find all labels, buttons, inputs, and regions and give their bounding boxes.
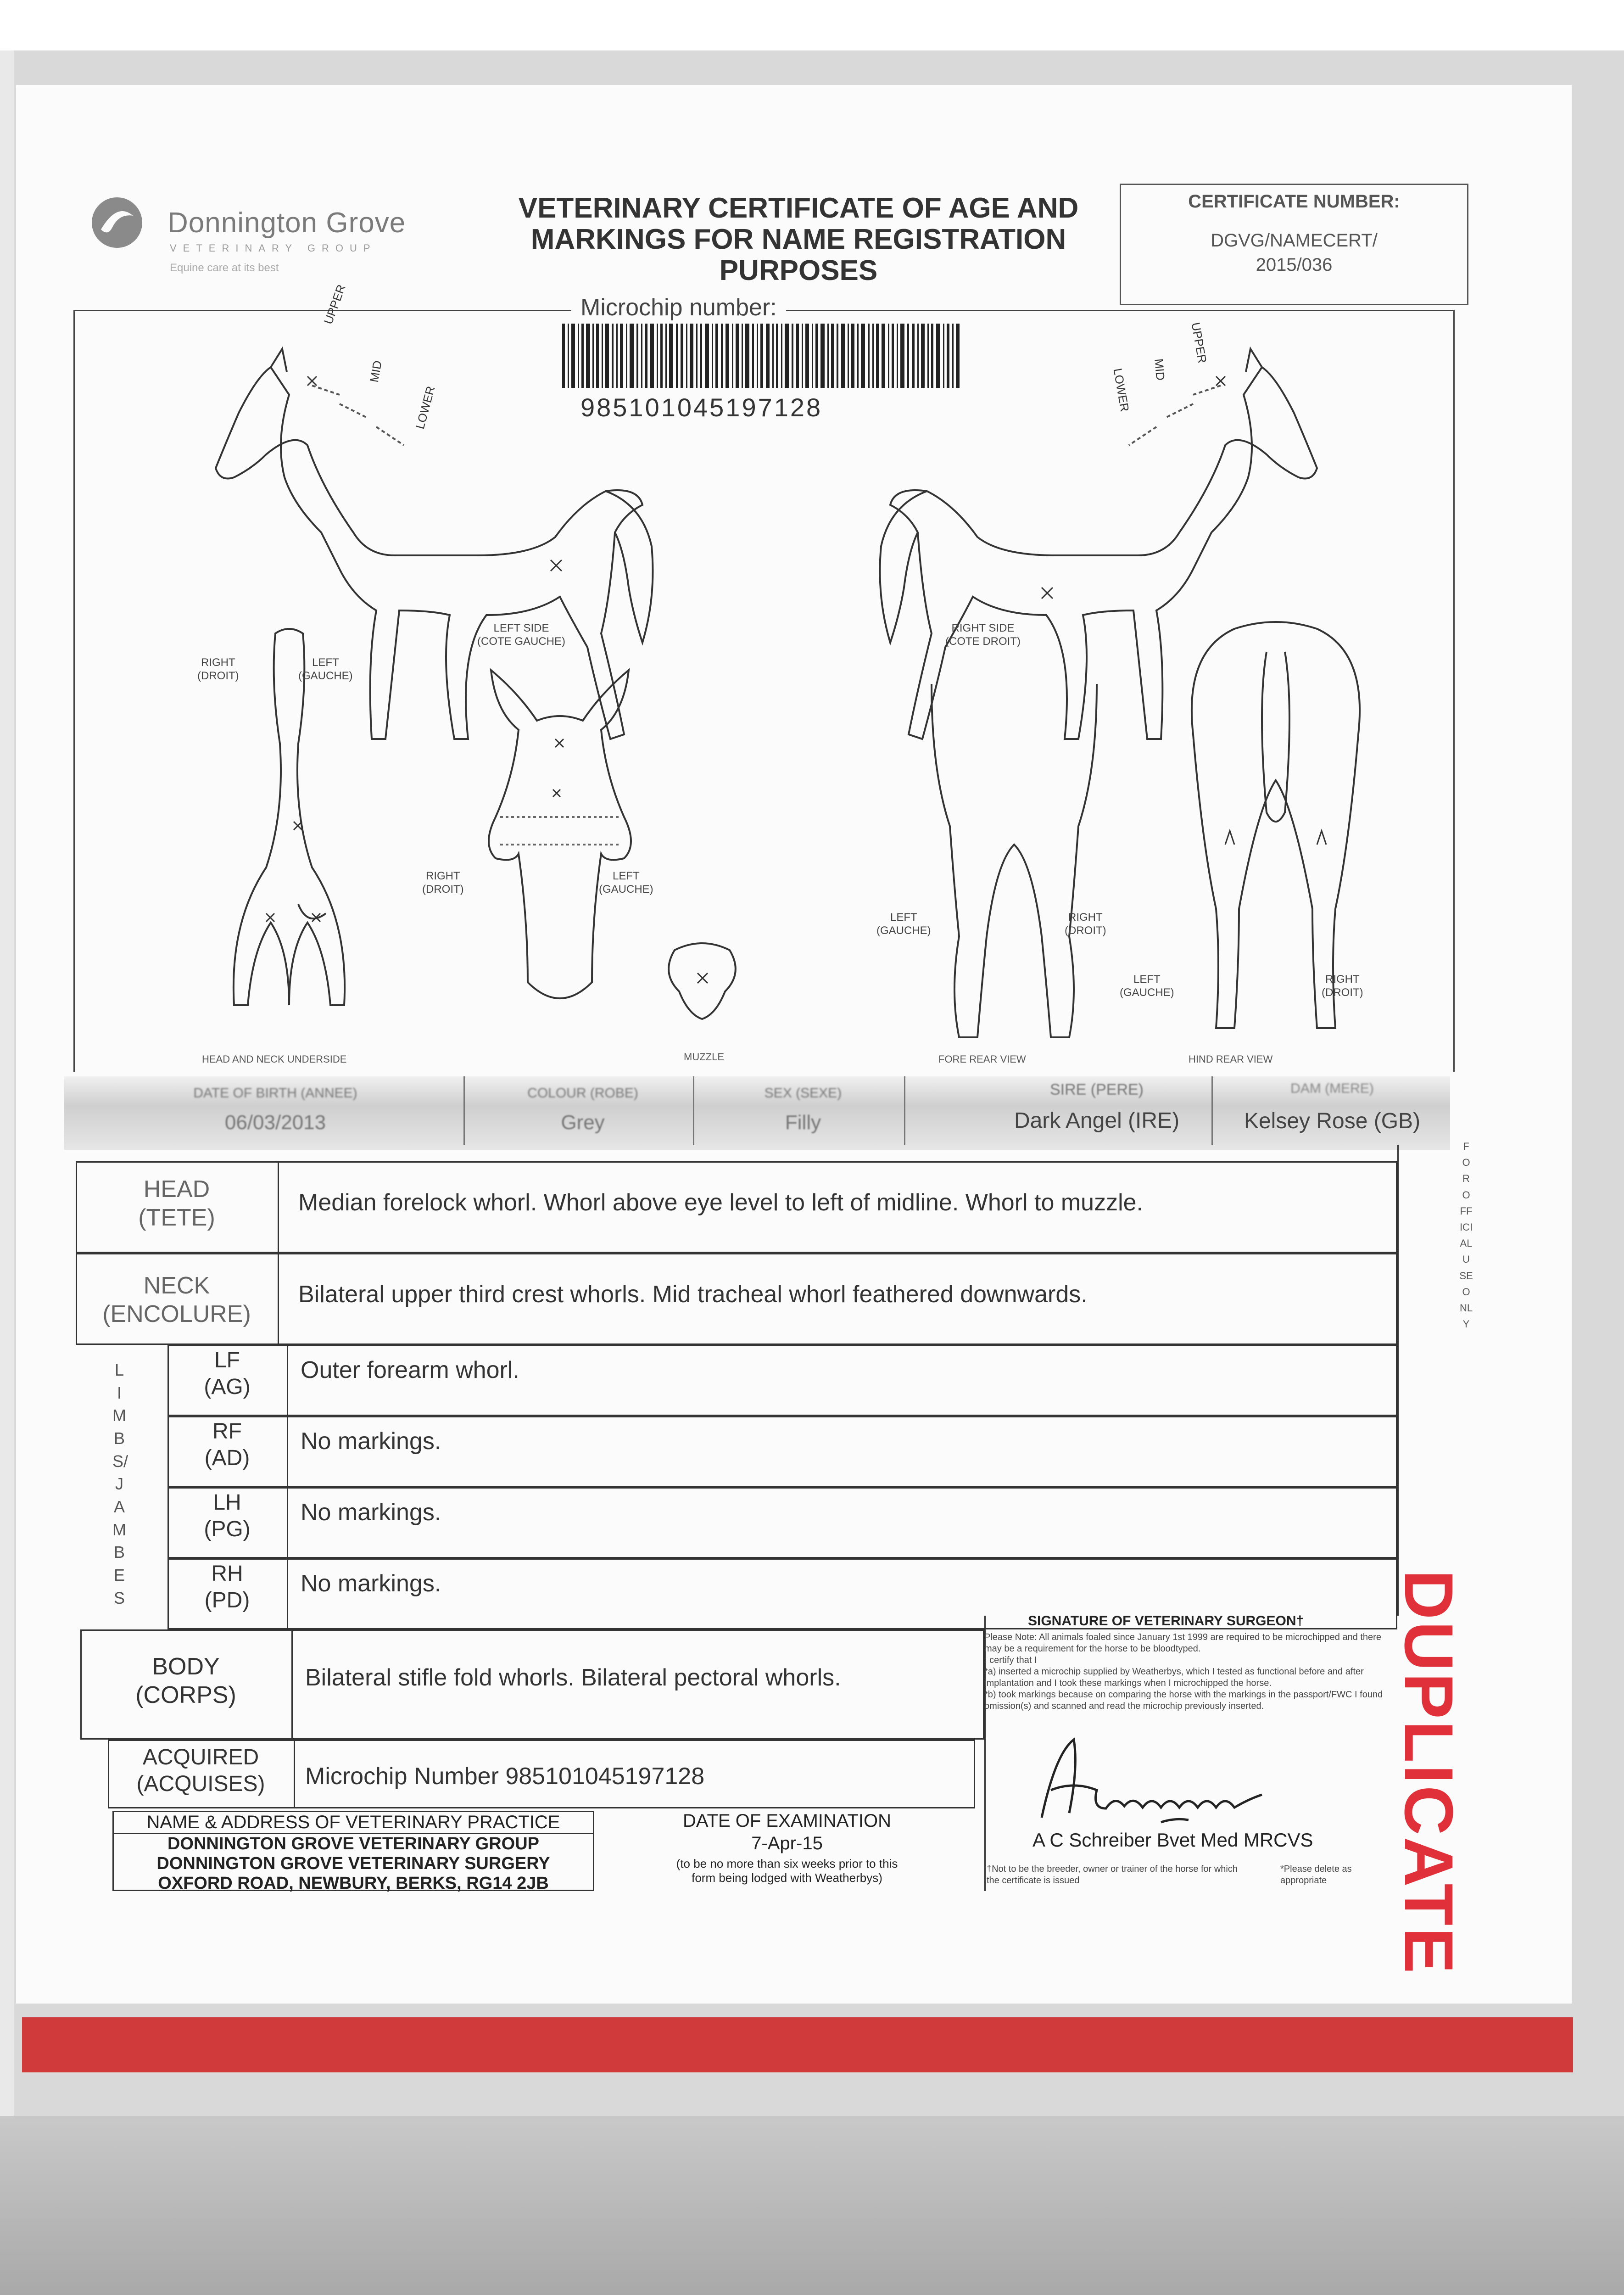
donnington-grove-logo-icon (87, 193, 147, 252)
fore-label-right: RIGHT (1068, 911, 1103, 924)
exam-date: 7-Apr-15 (751, 1833, 823, 1853)
left-side-text: LEFT SIDE (493, 622, 549, 634)
label-left: LEFT (312, 656, 339, 669)
fore-left-label (876, 911, 931, 938)
hind-label-right-fr: (DROIT) (1322, 986, 1363, 999)
body-label-text-fr: (CORPS) (135, 1682, 236, 1709)
fore-label-left-fr: (GAUCHE) (876, 924, 931, 937)
neck-label-text: NECK (143, 1272, 210, 1299)
title-line-1: VETERINARY CERTIFICATE OF AGE AND (518, 192, 1079, 224)
sire-label: SIRE (PERE) (1049, 1081, 1144, 1098)
head-label-text-fr: (TETE) (138, 1204, 215, 1231)
rf-value: No markings. (301, 1428, 441, 1455)
lh-label-text: LH (213, 1490, 241, 1515)
lf-label-text: LF (214, 1348, 240, 1372)
right-lower-label: LOWER (1111, 367, 1132, 413)
sex-value: Filly (785, 1111, 821, 1134)
neck-left-label (298, 656, 353, 683)
exam-box (601, 1811, 973, 1891)
head-label-right: RIGHT (425, 870, 460, 882)
hind-right-label (1322, 973, 1363, 1000)
sex-label: SEX (SEXE) (764, 1086, 842, 1101)
signature-note-4: *b) took markings because on comparing the horse with the markings in the passport/FWC I found omission(s) and scanned and read the microchip previously inserted. (984, 1690, 1383, 1711)
footnote-1: †Not to be the breeder, owner or trainer of the horse for which the certificate is issued (987, 1864, 1238, 1886)
practice-line-3: OXFORD ROAD, NEWBURY, BERKS, RG14 2JB (158, 1874, 549, 1893)
sex-cell (702, 1076, 905, 1145)
label-right: RIGHT (201, 656, 235, 669)
lf-label (167, 1347, 287, 1400)
signature-note-2: I certify that I (984, 1655, 1037, 1665)
lh-divider (287, 1487, 288, 1558)
head-left-label (599, 870, 653, 896)
practice-label: NAME & ADDRESS OF VETERINARY PRACTICE (114, 1812, 593, 1834)
rh-divider (287, 1558, 288, 1629)
certificate-number-box (1120, 184, 1468, 305)
right-upper-label: UPPER (1189, 321, 1210, 364)
rh-label (167, 1561, 287, 1613)
head-label-right-fr: (DROIT) (422, 883, 464, 896)
logo-tagline: Equine care at its best (170, 262, 279, 274)
muzzle-label: MUZZLE (684, 1051, 724, 1063)
colour-label: COLOUR (ROBE) (527, 1086, 638, 1101)
rh-label-text-fr: (PD) (204, 1588, 250, 1612)
right-side-text: RIGHT SIDE (951, 622, 1015, 634)
fore-label-left: LEFT (890, 911, 917, 924)
label-left-fr: (GAUCHE) (298, 669, 353, 682)
body-label (80, 1652, 291, 1710)
official-use-text: FOR OFFICIAL USE ONLY (1459, 1141, 1473, 1330)
dam-value: Kelsey Rose (GB) (1244, 1109, 1421, 1133)
scan-background-bottom (0, 2116, 1624, 2295)
rf-divider (287, 1416, 288, 1487)
exam-label: DATE OF EXAMINATION (682, 1811, 892, 1831)
sire-value: Dark Angel (IRE) (1014, 1108, 1180, 1133)
details-row (73, 1076, 1267, 1145)
limbs-vertical-label: LIMBS/JAMBES (112, 1360, 128, 1607)
hind-label-right: RIGHT (1325, 973, 1360, 985)
label-right-fr: (DROIT) (197, 669, 239, 682)
left-side-label (477, 622, 565, 649)
acquired-divider (294, 1740, 295, 1808)
rf-label-text: RF (212, 1419, 242, 1444)
signature-notes (984, 1632, 1388, 1712)
right-mid-label: MID (1152, 358, 1168, 381)
dob-cell (87, 1076, 465, 1145)
lf-divider (287, 1345, 288, 1416)
body-label-text: BODY (152, 1653, 220, 1680)
head-divider (278, 1161, 279, 1253)
neck-label (76, 1271, 278, 1329)
head-neck-underside-diagram (216, 629, 363, 1033)
handwritten-signature-icon (1023, 1726, 1299, 1827)
acquired-value: Microchip Number 985101045197128 (305, 1763, 705, 1790)
title-line-3: PURPOSES (719, 255, 878, 287)
rf-label (167, 1418, 287, 1471)
signature-note-3: *a) inserted a microchip supplied by Weatherbys, which I tested as functional before and after implantation and I took these markings when I microchipped the horse. (984, 1667, 1364, 1688)
lh-value: No markings. (301, 1499, 441, 1526)
dam-label: DAM (MERE) (1290, 1081, 1374, 1096)
neck-value: Bilateral upper third crest whorls. Mid tracheal whorl feathered downwards. (298, 1281, 1088, 1308)
head-front-diagram (463, 666, 656, 1019)
fore-rear-view-label: FORE REAR VIEW (938, 1053, 1026, 1065)
right-side-text-fr: (COTE DROIT) (945, 635, 1021, 648)
hind-left-label (1120, 973, 1174, 1000)
exam-note-1: (to be no more than six weeks prior to this (676, 1857, 898, 1870)
footnote-2: *Please delete as appropriate (1280, 1864, 1352, 1886)
rh-label-text: RH (211, 1562, 243, 1586)
head-label-text: HEAD (143, 1176, 210, 1203)
head-neck-underside-label: HEAD AND NECK UNDERSIDE (202, 1053, 347, 1065)
head-label-left: LEFT (612, 870, 640, 882)
lh-label-text-fr: (PG) (204, 1517, 251, 1541)
exam-note-2: form being lodged with Weatherbys) (692, 1871, 882, 1885)
lf-label-text-fr: (AG) (204, 1374, 251, 1399)
logo (87, 193, 436, 285)
head-label (76, 1175, 278, 1232)
official-use-strip (1397, 1145, 1454, 1616)
page-title (477, 192, 1120, 287)
title-line-2: MARKINGS FOR NAME REGISTRATION (530, 224, 1066, 256)
rf-label-text-fr: (AD) (204, 1445, 250, 1470)
left-upper-label: UPPER (321, 282, 348, 326)
left-mid-label: MID (367, 359, 385, 384)
fore-rear-view-diagram (922, 679, 1115, 1047)
neck-label-text-fr: (ENCOLURE) (102, 1301, 251, 1328)
hind-label-left: LEFT (1133, 973, 1161, 985)
microchip-label: Microchip number: (571, 294, 786, 321)
hind-label-left-fr: (GAUCHE) (1120, 986, 1174, 999)
lh-label (167, 1489, 287, 1542)
lf-value: Outer forearm whorl. (301, 1357, 519, 1383)
acquired-label (108, 1744, 294, 1797)
head-right-label (422, 870, 464, 896)
fore-right-label (1065, 911, 1106, 938)
neck-divider (278, 1253, 279, 1345)
practice-box (112, 1811, 594, 1891)
scan-background-left (0, 50, 14, 2295)
practice-line-1: DONNINGTON GROVE VETERINARY GROUP (167, 1834, 540, 1853)
duplicate-stamp-text: DUPLICATE (1390, 1570, 1468, 1976)
head-label-left-fr: (GAUCHE) (599, 883, 653, 896)
logo-subtitle: VETERINARY GROUP (170, 242, 377, 254)
left-side-text-fr: (COTE GAUCHE) (477, 635, 565, 648)
neck-right-label (197, 656, 239, 683)
microchip-number: 985101045197128 (580, 393, 823, 422)
right-side-label (945, 622, 1021, 649)
dam-cell (1211, 1076, 1451, 1145)
surgeon-name: A C Schreiber Bvet Med MRCVS (1032, 1829, 1313, 1851)
body-divider (291, 1629, 293, 1740)
muzzle-diagram (656, 941, 748, 1024)
certificate-number-label: CERTIFICATE NUMBER: (1188, 191, 1400, 212)
fore-label-right-fr: (DROIT) (1065, 924, 1106, 937)
left-lower-label: LOWER (413, 384, 438, 431)
certificate-number-line-2: 2015/036 (1256, 255, 1333, 275)
acquired-label-text: ACQUIRED (142, 1745, 259, 1769)
certificate-number-line-1: DGVG/NAMECERT/ (1211, 230, 1378, 251)
dob-value: 06/03/2013 (224, 1111, 326, 1134)
colour-cell (473, 1076, 694, 1145)
duplicate-stamp (1390, 1570, 1505, 1976)
logo-name: Donnington Grove (167, 207, 406, 239)
signature-note-1: Please Note: All animals foaled since January 1st 1999 are required to be microchipped and there may be a requirement for the horse to be bloodtyped. (984, 1632, 1381, 1654)
scan-background-top (0, 0, 1624, 50)
hind-rear-view-label: HIND REAR VIEW (1189, 1053, 1273, 1065)
practice-line-2: DONNINGTON GROVE VETERINARY SURGERY (156, 1854, 550, 1873)
rh-value: No markings. (301, 1570, 441, 1597)
colour-value: Grey (561, 1111, 605, 1134)
red-folder-edge (22, 2017, 1573, 2072)
head-value: Median forelock whorl. Whorl above eye level to left of midline. Whorl to muzzle. (298, 1189, 1143, 1216)
dob-label: DATE OF BIRTH (ANNEE) (193, 1086, 357, 1101)
signature-label: SIGNATURE OF VETERINARY SURGEON† (1028, 1613, 1304, 1629)
acquired-label-text-fr: (ACQUISES) (136, 1771, 265, 1796)
body-value: Bilateral stifle fold whorls. Bilateral pectoral whorls. (305, 1664, 841, 1691)
